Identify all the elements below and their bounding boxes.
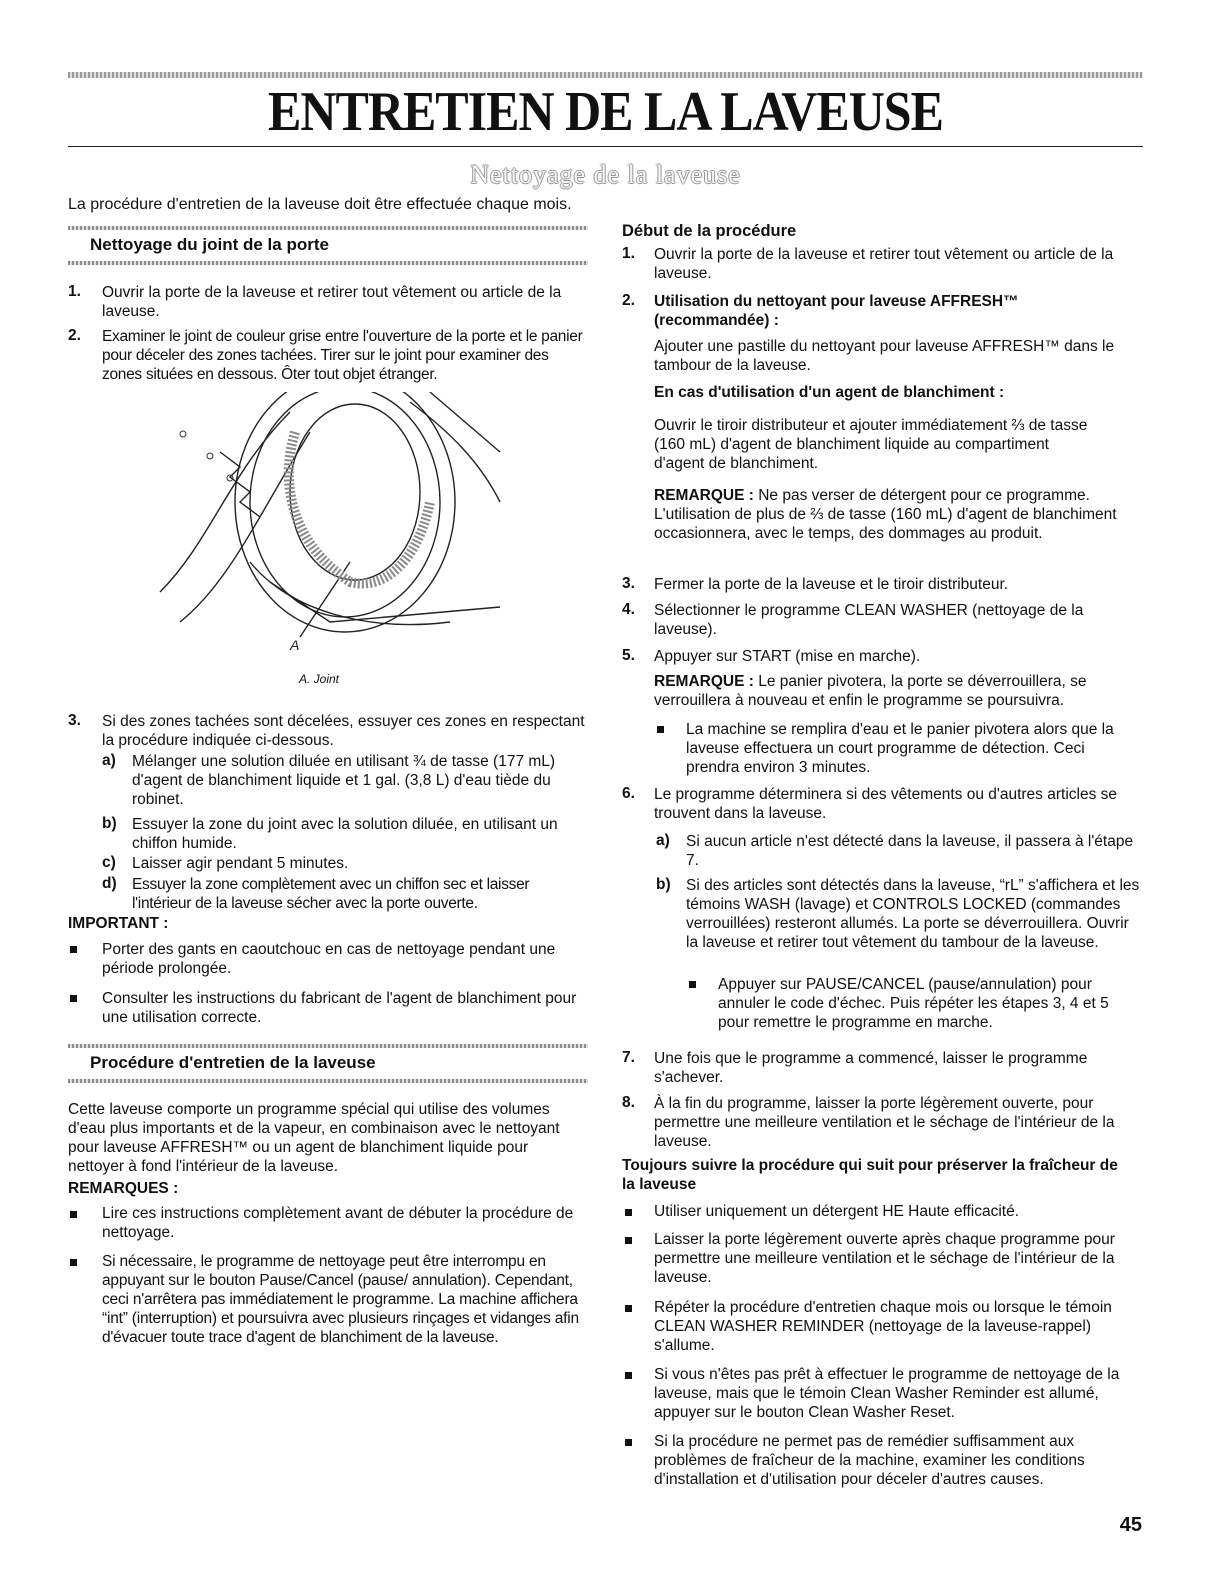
- remarque-block: [654, 486, 1142, 543]
- freshness-tip-5: Si la procédure ne permet pas de remédier suffisamment aux problèmes de fraîcheur de la machine, examiner les conditions d'installation et d'utilisation pour déceler d'autres causes.: [654, 1433, 1085, 1488]
- right-heading-debut: Début de la procédure: [622, 222, 797, 240]
- right-step-7-text: Une fois que le programme a commencé, laisser le programme s'achever.: [654, 1050, 1088, 1086]
- door-gasket-illustration: [150, 392, 510, 662]
- section-header-joint: [68, 226, 588, 265]
- important-item-1: Porter des gants en caoutchouc en cas de nettoyage pendant une période prolongée.: [102, 941, 556, 977]
- section-title-procedure: Procédure d'entretien de la laveuse: [90, 1053, 376, 1072]
- bullet-icon: [70, 1259, 77, 1266]
- remarque-2-block: [654, 672, 1142, 710]
- bullet-icon: [625, 1372, 632, 1379]
- remarque-item-1: Lire ces instructions complètement avant de débuter la procédure de nettoyage.: [102, 1205, 574, 1241]
- substep-b-text: Essuyer la zone du joint avec la solution diluée, en utilisant un chiffon humide.: [132, 816, 558, 852]
- substep-c-text: Laisser agir pendant 5 minutes.: [132, 855, 349, 872]
- step-6a-text: Si aucun article n'est détecté dans la laveuse, il passera à l'étape 7.: [686, 833, 1134, 869]
- section-subtitle: Nettoyage de la laveuse: [470, 160, 741, 189]
- right-step-6-text: Le programme déterminera si des vêtements ou d'autres articles se trouvent dans la laveuse.: [654, 786, 1118, 822]
- bullet-icon: [70, 1211, 77, 1218]
- substep-letter: b): [656, 876, 671, 893]
- right-step-2-text: Utilisation du nettoyant pour laveuse AFFRESH™ (recommandée) :: [654, 293, 1019, 329]
- bullet-icon: [70, 995, 77, 1002]
- step-6b-text: Si des articles sont détectés dans la laveuse, “rL” s'affichera et les témoins WASH (lavage) et CONTROLS LOCKED (commandes verrouillées) resteront allumés. La porte se déverrouillera. Ouvrir la laveuse et retirer tout vêtement du tambour de la laveuse.: [686, 877, 1140, 951]
- bleach-heading: En cas d'utilisation d'un agent de blanchiment :: [654, 384, 1005, 401]
- bullet-icon: [689, 981, 696, 988]
- step-number: 2.: [622, 292, 635, 309]
- freshness-tip-1: Utiliser uniquement un détergent HE Haute efficacité.: [654, 1203, 1020, 1220]
- step-number: 6.: [622, 785, 635, 802]
- step-number: 8.: [622, 1094, 635, 1111]
- remarque-item-2: Si nécessaire, le programme de nettoyage peut être interrompu en appuyant sur le bouton Pause/Cancel (pause/ annulation). Cependant, ceci n'arrêtera pas immédiatement le programme. La machine affichera “int” (interruption) et poursuivra avec plusieurs rinçages et vidanges afin d'évacuer toute trace d'agent de blanchiment de la laveuse.: [102, 1253, 579, 1346]
- freshness-tip-3: Répéter la procédure d'entretien chaque mois ou lorsque le témoin CLEAN WASHER REMINDER (nettoyage de la laveuse-rappel) s'allume.: [654, 1299, 1112, 1354]
- remarques-label: REMARQUES :: [68, 1180, 179, 1197]
- substep-letter: b): [102, 815, 117, 832]
- substep-letter: a): [102, 752, 116, 769]
- remarque-2-label: REMARQUE :: [654, 673, 754, 690]
- title-rule: [68, 146, 1143, 147]
- top-hatch-band: [68, 72, 1143, 78]
- substep-letter: a): [656, 832, 670, 849]
- substep-letter: d): [102, 875, 117, 892]
- step-1-text: Ouvrir la porte de la laveuse et retirer tout vêtement ou article de la laveuse.: [102, 284, 562, 320]
- substep-letter: c): [102, 854, 116, 871]
- figure-caption: A. Joint: [299, 672, 340, 686]
- remarque-2-text: Le panier pivotera, la porte se déverrouillera, se verrouillera à nouveau et enfin le programme se poursuivra.: [654, 673, 1087, 709]
- page-title: ENTRETIEN DE LA LAVEUSE: [268, 79, 943, 143]
- step-number: 3.: [622, 575, 635, 592]
- step-number: 1.: [68, 283, 81, 300]
- right-step-3-text: Fermer la porte de la laveuse et le tiroir distributeur.: [654, 576, 1009, 593]
- bullet-icon: [625, 1209, 632, 1216]
- intro-text: La procédure d'entretien de la laveuse doit être effectuée chaque mois.: [68, 196, 572, 213]
- step-number: 3.: [68, 712, 81, 729]
- step-3-text: Si des zones tachées sont décelées, essuyer ces zones en respectant la procédure indiquée ci-dessous.: [102, 713, 585, 749]
- remarque-text: Ne pas verser de détergent pour ce programme. L'utilisation de plus de ⅔ de tasse (160 mL) d'agent de blanchiment occasionnera, avec le temps, des dommages au produit.: [654, 487, 1117, 542]
- important-item-2: Consulter les instructions du fabricant de l'agent de blanchiment pour une utilisation correcte.: [102, 990, 577, 1026]
- bullet-icon: [657, 726, 664, 733]
- important-label: IMPORTANT :: [68, 915, 169, 932]
- substep-a-text: Mélanger une solution diluée en utilisant ¾ de tasse (177 mL) d'agent de blanchiment liquide et 1 gal. (3,8 L) d'eau tiède du robinet.: [132, 753, 556, 808]
- page-number: 45: [1119, 1514, 1142, 1536]
- step-number: 4.: [622, 601, 635, 618]
- right-step-4-text: Sélectionner le programme CLEAN WASHER (nettoyage de la laveuse).: [654, 602, 1084, 638]
- freshness-tip-2: Laisser la porte légèrement ouverte après chaque programme pour permettre une meilleure ventilation et le séchage de l'intérieur de la laveuse.: [654, 1231, 1115, 1286]
- step-number: 7.: [622, 1049, 635, 1066]
- freshness-heading: Toujours suivre la procédure qui suit pour préserver la fraîcheur de la laveuse: [622, 1157, 1118, 1193]
- step-number: 1.: [622, 245, 635, 262]
- bullet-icon: [625, 1237, 632, 1244]
- substep-d-text: Essuyer la zone complètement avec un chiffon sec et laisser l'intérieur de la laveuse sécher avec la porte ouverte.: [132, 876, 530, 912]
- right-step-1-text: Ouvrir la porte de la laveuse et retirer tout vêtement ou article de la laveuse.: [654, 246, 1114, 282]
- figure-label-a: A: [290, 637, 300, 653]
- right-step-8-text: À la fin du programme, laisser la porte légèrement ouverte, pour permettre une meilleure ventilation et le séchage de l'intérieur de la laveuse.: [654, 1095, 1115, 1150]
- step-number: 5.: [622, 647, 635, 664]
- procedure-paragraph: Cette laveuse comporte un programme spécial qui utilise des volumes d'eau plus importants et de la vapeur, en combinaison avec le nettoyant pour laveuse AFFRESH™ ou un agent de blanchiment liquide pour nettoyer à fond l'intérieur de la laveuse.: [68, 1101, 560, 1175]
- section-header-procedure: [68, 1044, 588, 1083]
- affresh-paragraph: Ajouter une pastille du nettoyant pour laveuse AFFRESH™ dans le tambour de la laveuse.: [654, 338, 1115, 374]
- right-step-5-text: Appuyer sur START (mise en marche).: [654, 648, 921, 665]
- step-number: 2.: [68, 327, 81, 344]
- step-6b-bullet: Appuyer sur PAUSE/CANCEL (pause/annulation) pour annuler le code d'échec. Puis répéter les étapes 3, 4 et 5 pour remettre le programme en marche.: [718, 976, 1109, 1031]
- remarque-label: REMARQUE :: [654, 487, 754, 504]
- step-2-text: Examiner le joint de couleur grise entre l'ouverture de la porte et le panier pour déceler des zones tachées. Tirer sur le joint pour examiner des zones situées en dessous. Ôter tout objet étranger.: [102, 328, 583, 383]
- bullet-icon: [625, 1439, 632, 1446]
- bullet-icon: [70, 946, 77, 953]
- freshness-tip-4: Si vous n'êtes pas prêt à effectuer le programme de nettoyage de la laveuse, mais que le témoin Clean Washer Reminder est allumé, appuyer sur le bouton Clean Washer Reset.: [654, 1366, 1120, 1421]
- section-title-joint: Nettoyage du joint de la porte: [90, 235, 329, 254]
- step-5-bullet: La machine se remplira d'eau et le panier pivotera alors que la laveuse effectuera un court programme de détection. Ceci prendra environ 3 minutes.: [686, 721, 1114, 776]
- bullet-icon: [625, 1305, 632, 1312]
- bleach-paragraph: Ouvrir le tiroir distributeur et ajouter immédiatement ⅔ de tasse (160 mL) d'agent de blanchiment liquide au compartiment d'agent de blanchiment.: [654, 417, 1088, 472]
